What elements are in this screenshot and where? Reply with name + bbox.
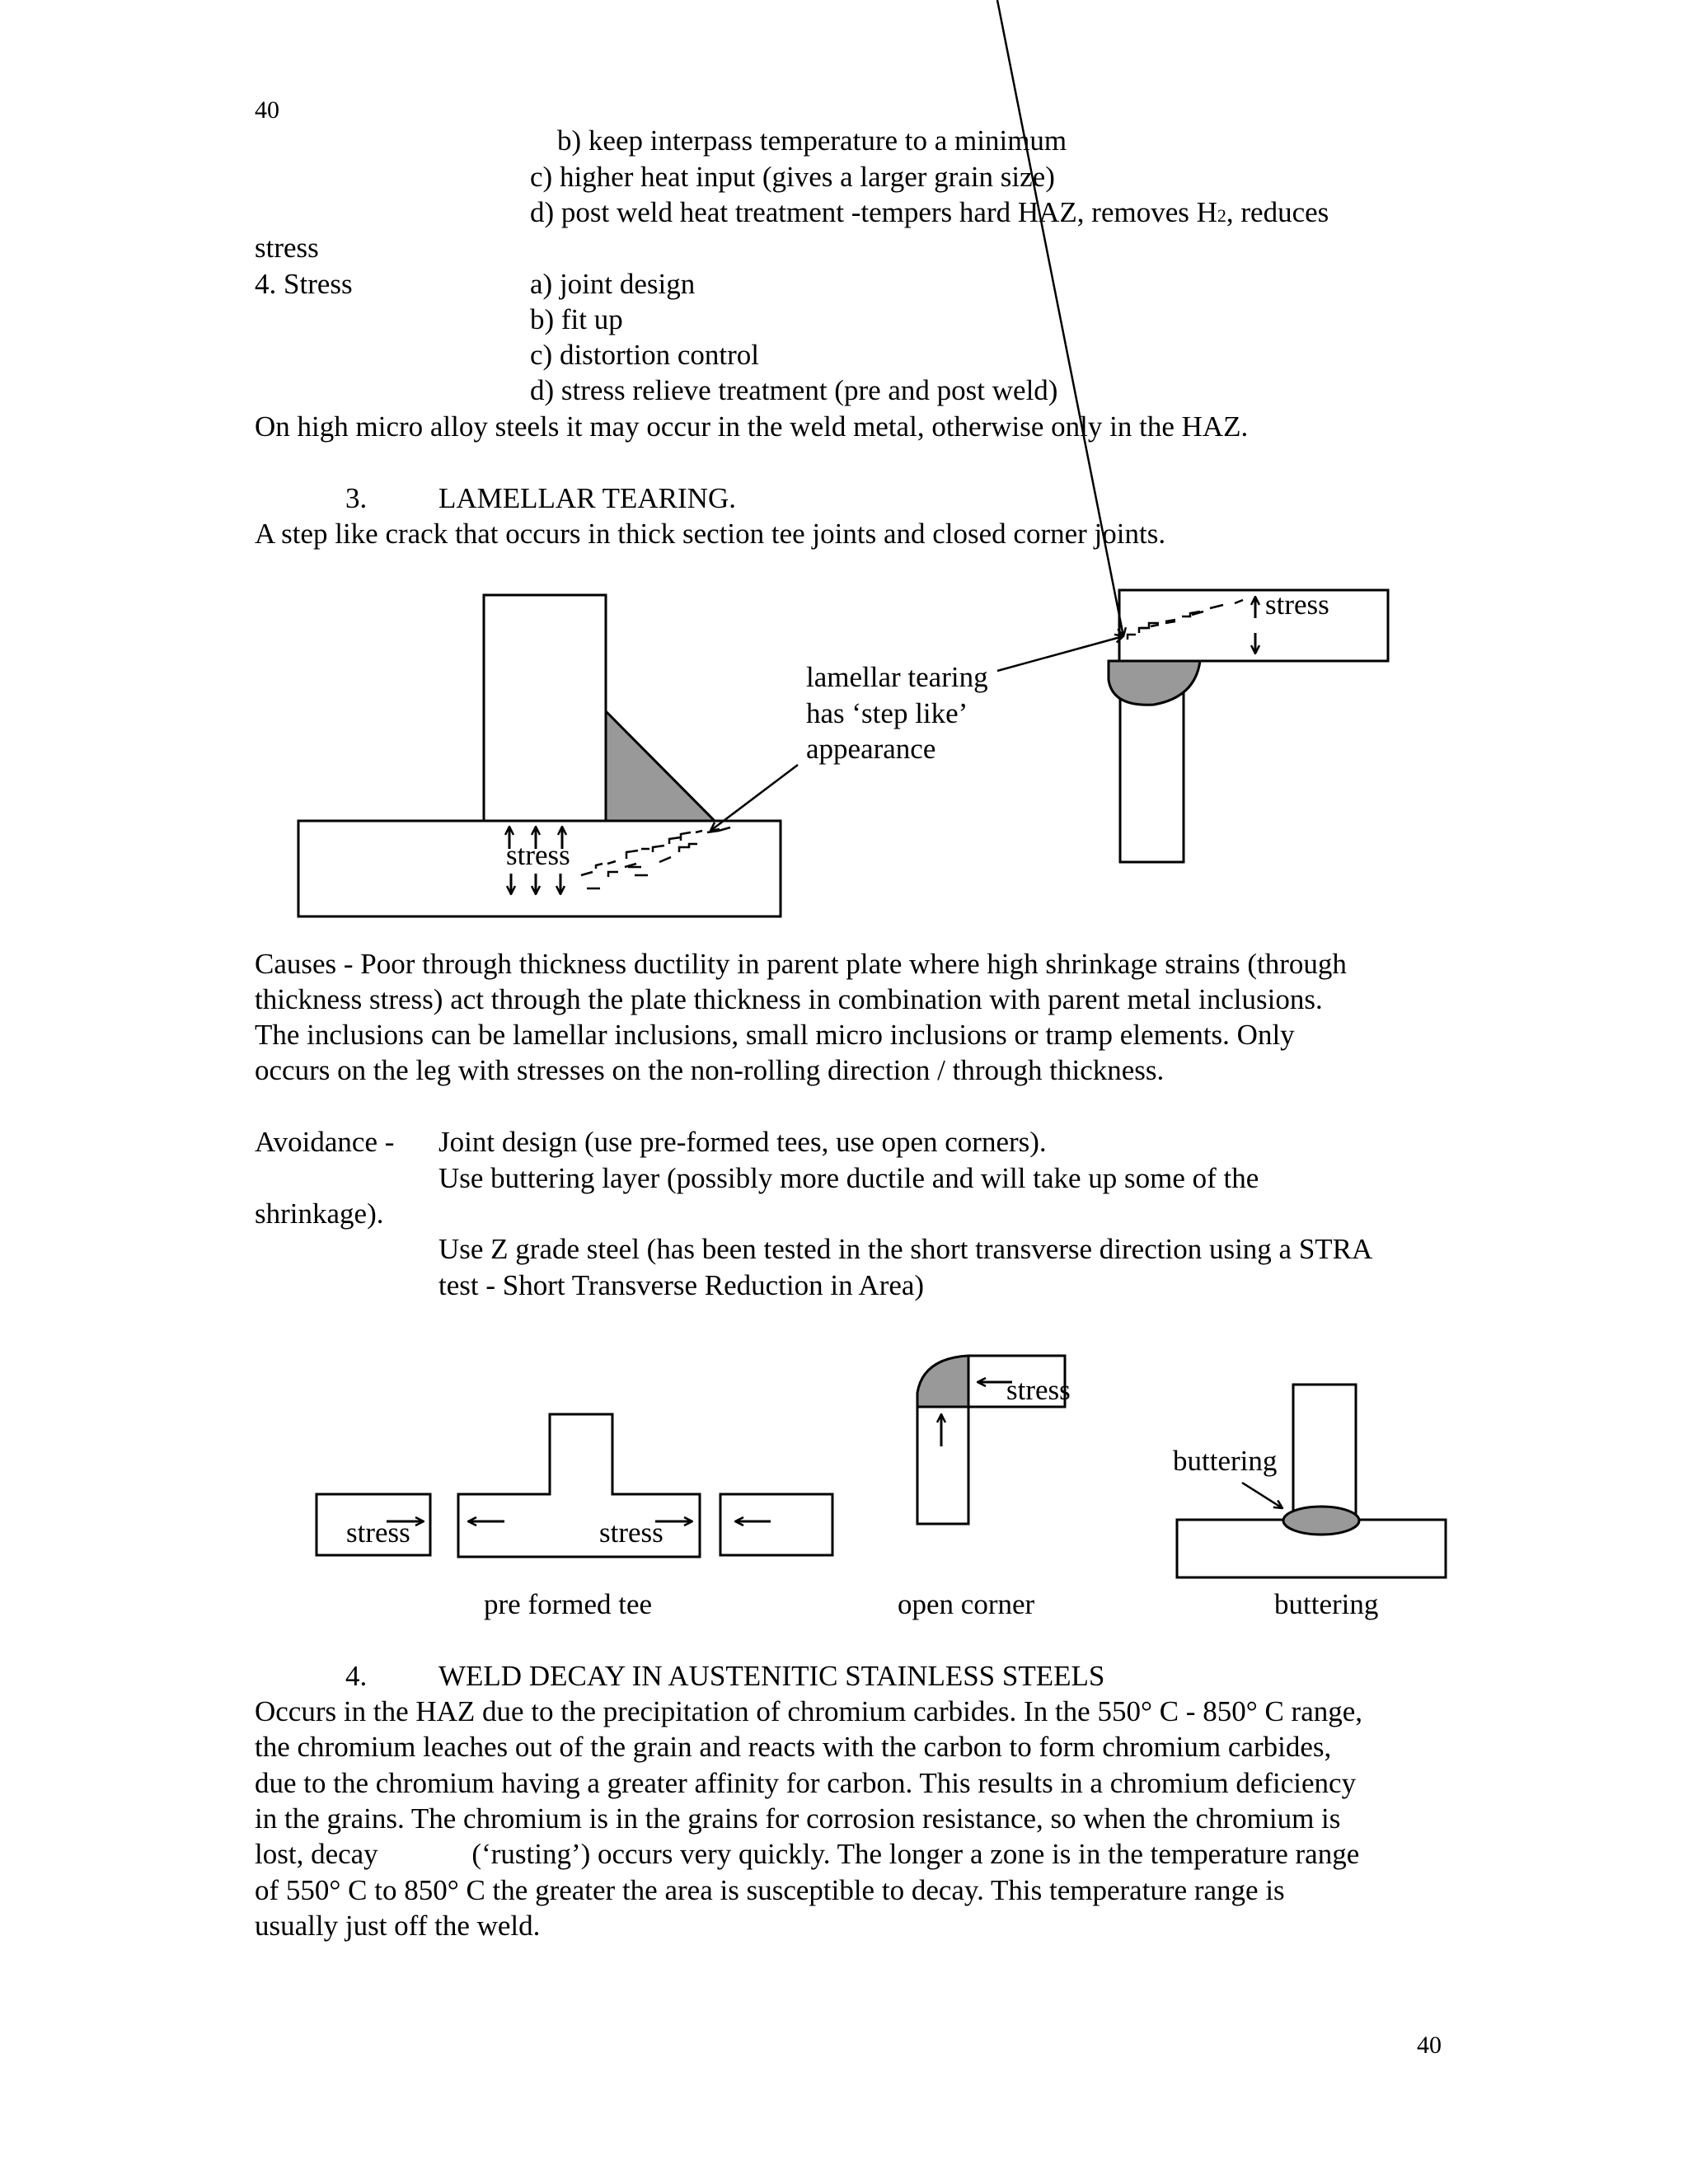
stress-remedy-a: a) joint design <box>530 268 696 300</box>
avoidance-line-2: Use buttering layer (possibly more ductile and will take up some of the <box>438 1162 1259 1194</box>
causes-line-4: occurs on the leg with stresses on the non-rolling direction / through thickness. <box>255 1054 1165 1086</box>
figure2-stress-label-b: stress <box>599 1516 663 1549</box>
stress-remedy-b: b) fit up <box>530 303 623 335</box>
caption-pre-formed-tee: pre formed tee <box>484 1588 653 1620</box>
stress-item-label: 4. Stress <box>255 268 353 300</box>
avoidance-line-1: Joint design (use pre-formed tees, use open corners). <box>438 1126 1047 1158</box>
stress-remedy-c: c) distortion control <box>530 339 760 371</box>
remedy-d: d) post weld heat treatment -tempers hard HAZ, removes H2, reduces <box>530 196 1329 228</box>
caption-open-corner: open corner <box>898 1588 1035 1620</box>
lamellar-crack <box>581 827 730 888</box>
figure2-stress-label-c: stress <box>1006 1374 1071 1406</box>
figure1-stress-label-right: stress <box>1265 588 1329 621</box>
avoidance-line-2-wrap: shrinkage). <box>255 1197 384 1230</box>
section4-line-6: of 550° C to 850° C the greater the area is susceptible to decay. This temperature range is <box>255 1874 1285 1906</box>
avoidance-line-4: test - Short Transverse Reduction in Area) <box>438 1269 925 1301</box>
figure2-stress-label-a: stress <box>346 1516 410 1549</box>
figure1-annotation-line1: lamellar tearing <box>806 661 988 693</box>
remedy-d-wrap: stress <box>255 232 319 264</box>
section4-line-1: Occurs in the HAZ due to the precipitation of chromium carbides. In the 550° C - 850° C range, <box>255 1695 1363 1727</box>
remedy-c: c) higher heat input (gives a larger grain size) <box>530 161 1055 193</box>
page-number-top: 40 <box>255 96 279 124</box>
corner-crack <box>1128 600 1243 640</box>
section3-title: LAMELLAR TEARING. <box>438 482 736 514</box>
page-number-bottom: 40 <box>1417 2032 1442 2059</box>
avoidance-label: Avoidance - <box>255 1126 395 1158</box>
section4-line-4: in the grains. The chromium is in the grains for corrosion resistance, so when the chromium is <box>255 1802 1341 1835</box>
remedy-b: b) keep interpass temperature to a minimum <box>557 124 1067 157</box>
open-corner-weld <box>917 1356 968 1407</box>
section4-title: WELD DECAY IN AUSTENITIC STAINLESS STEELS <box>438 1660 1105 1692</box>
buttering-label: buttering <box>1173 1445 1278 1477</box>
avoidance-line-3: Use Z grade steel (has been tested in the short transverse direction using a STRA <box>438 1233 1373 1265</box>
section4-line-2: the chromium leaches out of the grain and reacts with the carbon to form chromium carbides, <box>255 1731 1332 1763</box>
figure1-annotation-line3: appearance <box>806 733 936 765</box>
buttering-layer <box>1283 1507 1359 1535</box>
caption-buttering: buttering <box>1274 1588 1379 1620</box>
figure1-stress-label-left: stress <box>506 839 570 871</box>
fillet-weld <box>606 711 715 821</box>
section4-number: 4. <box>345 1660 368 1692</box>
section4-line-5: lost, decay (‘rusting’) occurs very quickly. The longer a zone is in the temperature range <box>255 1838 1360 1870</box>
stress-remedy-d: d) stress relieve treatment (pre and post weld) <box>530 374 1058 406</box>
micro-alloy-note: On high micro alloy steels it may occur in the weld metal, otherwise only in the HAZ. <box>255 410 1249 443</box>
causes-line-1: Causes - Poor through thickness ductility in parent plate where high shrinkage strains (through <box>255 948 1347 980</box>
section3-intro: A step like crack that occurs in thick section tee joints and closed corner joints. <box>255 518 1166 550</box>
causes-line-2: thickness stress) act through the plate thickness in combination with parent metal inclusions. <box>255 983 1323 1015</box>
causes-line-3: The inclusions can be lamellar inclusions, small micro inclusions or tramp elements. Only <box>255 1019 1295 1051</box>
section4-line-7: usually just off the weld. <box>255 1910 541 1942</box>
corner-weld <box>1109 661 1200 705</box>
buttering-figure <box>1177 1385 1446 1577</box>
section4-line-3: due to the chromium having a greater affinity for carbon. This results in a chromium deficiency <box>255 1767 1357 1799</box>
figure1-annotation-line2: has ‘step like’ <box>806 697 968 729</box>
section3-number: 3. <box>345 482 368 514</box>
